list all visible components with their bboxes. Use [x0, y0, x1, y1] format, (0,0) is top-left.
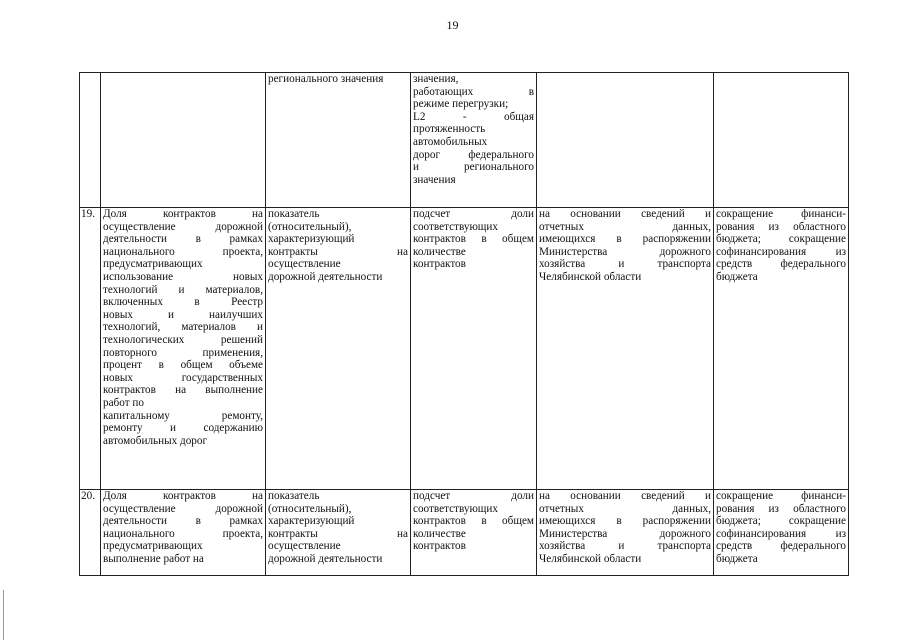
cell-text-line: деятельности в рамках — [103, 515, 263, 528]
cell-text-line: Челябинской области — [539, 270, 642, 283]
cell-text-line: контракты на — [268, 245, 408, 258]
data-source-cell — [537, 490, 714, 576]
cell-text-line: Министерства дорожного — [539, 527, 711, 540]
data-source-cell — [537, 73, 714, 208]
cell-text-line: новых и наилучших — [103, 308, 263, 321]
indicator-type-cell — [266, 208, 411, 490]
cell-text-line: бюджета; сокращение — [716, 515, 846, 528]
cell-text-line: ремонту и содержанию — [103, 422, 263, 435]
cell-text-line: осуществление — [268, 540, 341, 553]
cell-text-line: хозяйства и транспорта — [539, 258, 711, 271]
cell-text-line: подсчет доли — [413, 490, 534, 502]
cell-text-line: предусматривающих — [103, 540, 203, 553]
cell-text-line: работ по — [103, 396, 144, 409]
cell-text-line: дорожной деятельности — [268, 552, 383, 565]
cell-text-line: бюджета — [716, 270, 758, 283]
indicator-name-cell — [101, 208, 266, 490]
cell-text-line: процент в общем объеме — [103, 359, 263, 372]
cell-text-line: повторного применения, — [103, 346, 263, 359]
cell-text-line: предусматривающих — [103, 258, 203, 271]
row-number: 19. — [81, 208, 95, 220]
calculation-method-cell — [411, 73, 537, 208]
scan-edge-line — [3, 590, 4, 640]
cell-text-line: характеризующий — [268, 515, 355, 528]
cell-text-line: дорог федерального — [413, 148, 534, 161]
cell-text-line: значения, — [413, 73, 459, 85]
consequence-cell — [714, 73, 849, 208]
calculation-method-cell — [411, 208, 537, 490]
table-row — [80, 490, 849, 576]
row-number-cell — [80, 73, 101, 208]
indicators-table — [79, 72, 849, 576]
cell-text-line: показатель — [268, 208, 320, 220]
cell-text-line: и регионального — [413, 161, 534, 174]
cell-text-line: Доля контрактов на — [103, 208, 263, 220]
cell-text-line: капитальному ремонту, — [103, 409, 263, 422]
table-row — [80, 208, 849, 490]
cell-text-line: дорожной деятельности — [268, 270, 383, 283]
cell-text-line: контрактов в общем — [413, 515, 534, 528]
cell-text-line: Министерства дорожного — [539, 245, 711, 258]
cell-text-line: показатель — [268, 490, 320, 502]
cell-text-line: контрактов — [413, 540, 466, 553]
cell-text-line: рования из областного — [716, 502, 846, 515]
cell-text-line: автомобильных — [413, 135, 488, 148]
cell-text-line: контрактов в общем — [413, 233, 534, 246]
cell-text-line: софинансирования из — [716, 527, 846, 540]
cell-text-line: отчетных данных, — [539, 220, 711, 233]
cell-text-line: деятельности в рамках — [103, 233, 263, 246]
consequence-cell — [714, 208, 849, 490]
cell-text-line: контрактов на выполнение — [103, 384, 263, 397]
row-number: 20. — [81, 490, 95, 502]
cell-text-line: Челябинской области — [539, 552, 642, 565]
cell-text-line: контрактов — [413, 258, 466, 271]
cell-text-line: рования из областного — [716, 220, 846, 233]
cell-text-line: бюджета — [716, 552, 758, 565]
consequence-cell — [714, 490, 849, 576]
cell-text-line: включенных в Реестр — [103, 296, 263, 309]
cell-text-line: характеризующий — [268, 233, 355, 246]
cell-text-line: технологий, материалов и — [103, 321, 263, 334]
cell-text-line: имеющихся в распоряжении — [539, 515, 711, 528]
cell-text-line: на основании сведений и — [539, 208, 711, 220]
row-number-cell — [80, 208, 101, 490]
cell-text-line: бюджета; сокращение — [716, 233, 846, 246]
cell-text-line: национального проекта, — [103, 245, 263, 258]
cell-text-line: технологических решений — [103, 333, 263, 346]
cell-text-line: выполнение работ на — [103, 552, 204, 565]
cell-text-line: значения — [413, 173, 456, 186]
cell-text-line: регионального значения — [268, 73, 384, 85]
cell-text-line: количестве — [413, 527, 466, 540]
cell-text-line: (относительный), — [268, 220, 352, 233]
cell-text-line: средств федерального — [716, 258, 846, 271]
cell-text-line: имеющихся в распоряжении — [539, 233, 711, 246]
cell-text-line: протяженность — [413, 123, 486, 136]
cell-text-line: сокращение финанси- — [716, 208, 846, 220]
indicator-name-cell — [101, 73, 266, 208]
cell-text-line: технологий и материалов, — [103, 283, 263, 296]
cell-text-line: автомобильных дорог — [103, 434, 208, 447]
row-number-cell — [80, 490, 101, 576]
cell-text-line: софинансирования из — [716, 245, 846, 258]
indicator-type-cell — [266, 490, 411, 576]
cell-text-line: новых государственных — [103, 371, 263, 384]
cell-text-line: контракты на — [268, 527, 408, 540]
cell-text-line: на основании сведений и — [539, 490, 711, 502]
cell-text-line: соответствующих — [413, 220, 499, 233]
calculation-method-cell — [411, 490, 537, 576]
indicator-type-cell — [266, 73, 411, 208]
data-source-cell — [537, 208, 714, 490]
cell-text-line: использование новых — [103, 270, 263, 283]
cell-text-line: национального проекта, — [103, 527, 263, 540]
cell-text-line: соответствующих — [413, 502, 499, 515]
table-row — [80, 73, 849, 208]
cell-text-line: Доля контрактов на — [103, 490, 263, 502]
cell-text-line: режиме перегрузки; — [413, 98, 509, 111]
cell-text-line: хозяйства и транспорта — [539, 540, 711, 553]
cell-text-line: осуществление дорожной — [103, 220, 263, 233]
page-number: 19 — [446, 18, 459, 32]
cell-text-line: осуществление — [268, 258, 341, 271]
cell-text-line: количестве — [413, 245, 466, 258]
cell-text-line: L2 - общая — [413, 110, 534, 123]
indicator-name-cell — [101, 490, 266, 576]
cell-text-line: осуществление дорожной — [103, 502, 263, 515]
cell-text-line: (относительный), — [268, 502, 352, 515]
cell-text-line: отчетных данных, — [539, 502, 711, 515]
cell-text-line: средств федерального — [716, 540, 846, 553]
cell-text-line: подсчет доли — [413, 208, 534, 220]
cell-text-line: работающих в — [413, 85, 534, 98]
cell-text-line: сокращение финанси- — [716, 490, 846, 502]
